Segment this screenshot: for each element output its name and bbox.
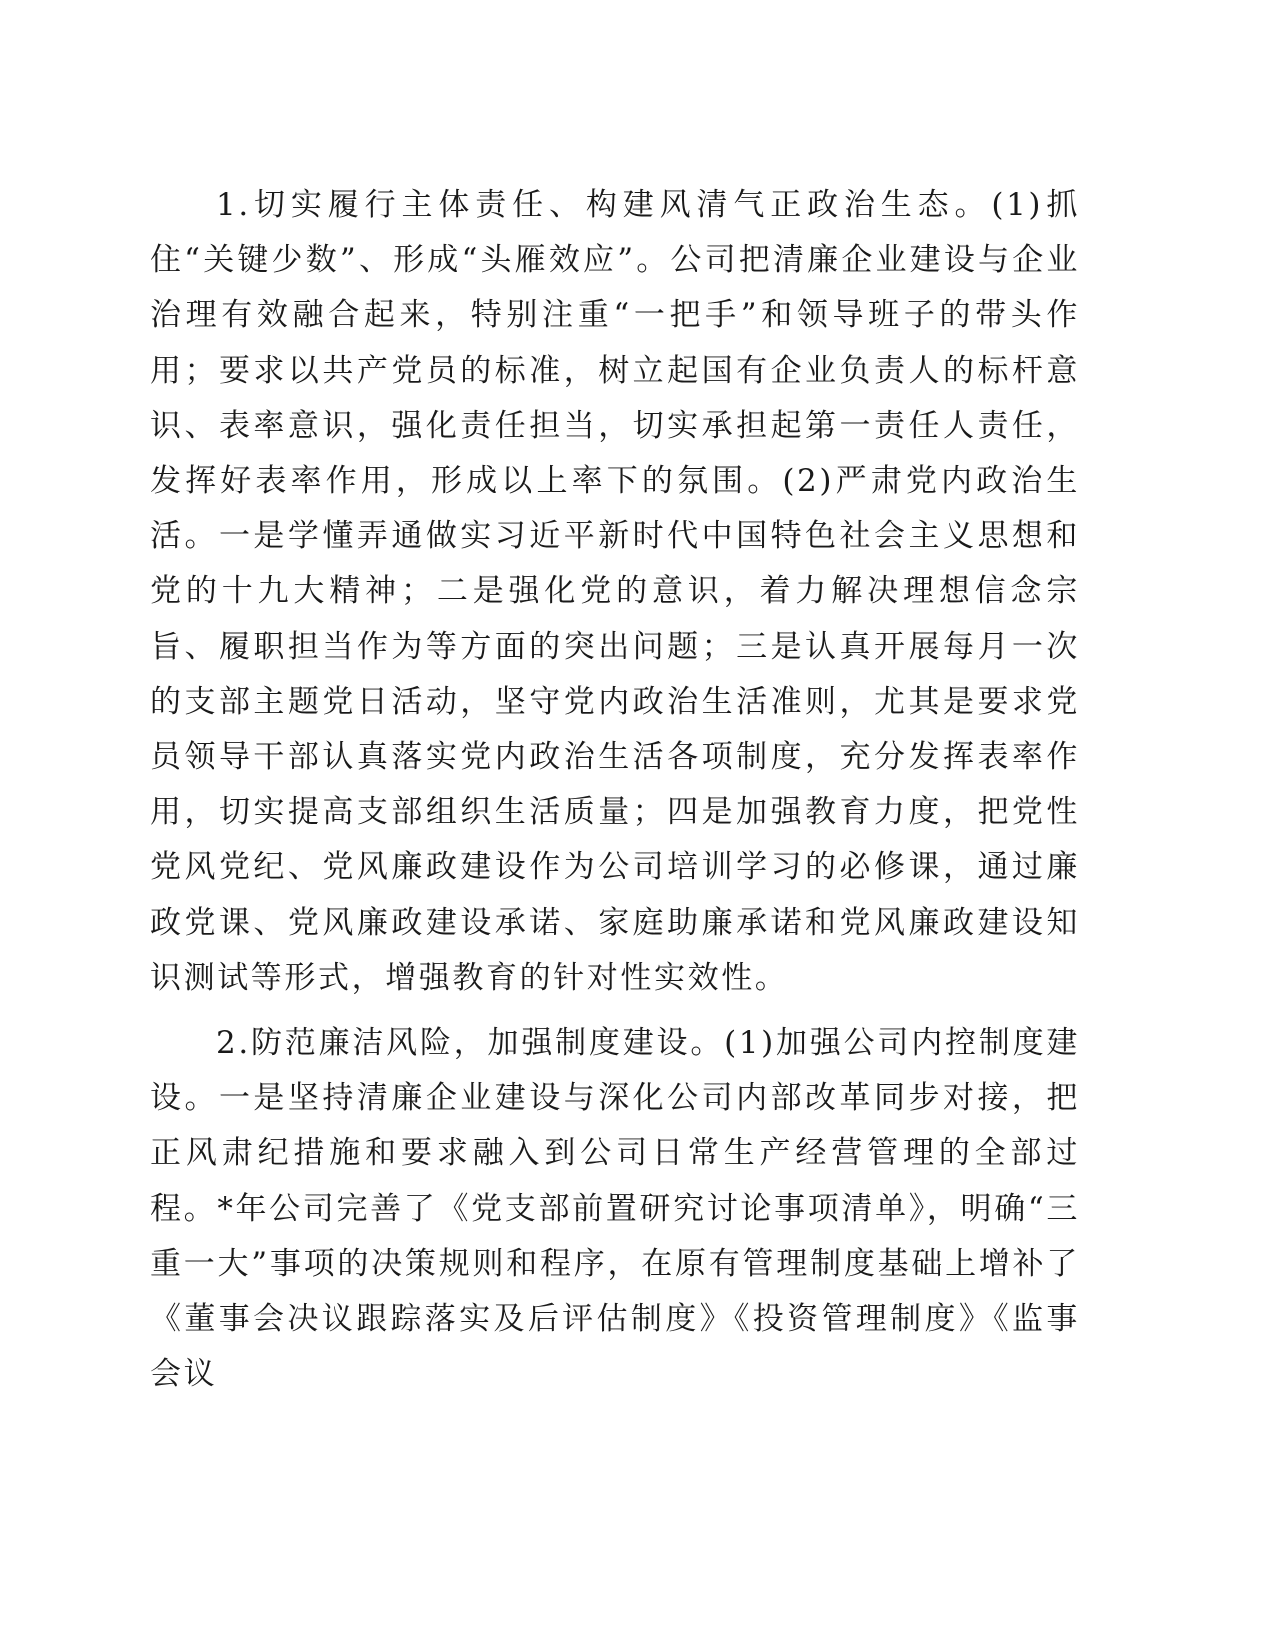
paragraph-1: 1.切实履行主体责任、构建风清气正政治生态。(1)抓住“关键少数”、形成“头雁效应”。公司把清廉企业建设与企业治理有效融合起来，特别注重“一把手”和领导班子的带头作用；要求以共产党员的标准，树立起国有企业负责人的标杆意识、表率意识，强化责任担当，切实承担起第一责任人责任，发挥好表率作用，形成以上率下的氛围。(2)严肃党内政治生活。一是学懂弄通做实习近平新时代中国特色社会主义思想和党的十九大精神；二是强化党的意识，着力解决理想信念宗旨、履职担当作为等方面的突出问题；三是认真开展每月一次的支部主题党日活动，坚守党内政治生活准则，尤其是要求党员领导干部认真落实党内政治生活各项制度，充分发挥表率作用，切实提高支部组织生活质量；四是加强教育力度，把党性党风党纪、党风廉政建设作为公司培训学习的必修课，通过廉政党课、党风廉政建设承诺、家庭助廉承诺和党风廉政建设知识测试等形式，增强教育的针对性实效性。 — [150, 187, 1080, 996]
document-page — [150, 178, 1080, 1402]
paragraph-2: 2.防范廉洁风险，加强制度建设。(1)加强公司内控制度建设。一是坚持清廉企业建设与深化公司内部改革同步对接，把正风肃纪措施和要求融入到公司日常生产经营管理的全部过程。*年公司完善了《党支部前置研究讨论事项清单》，明确“三重一大”事项的决策规则和程序，在原有管理制度基础上增补了《董事会决议跟踪落实及后评估制度》《投资管理制度》《监事会议 — [150, 1025, 1080, 1393]
